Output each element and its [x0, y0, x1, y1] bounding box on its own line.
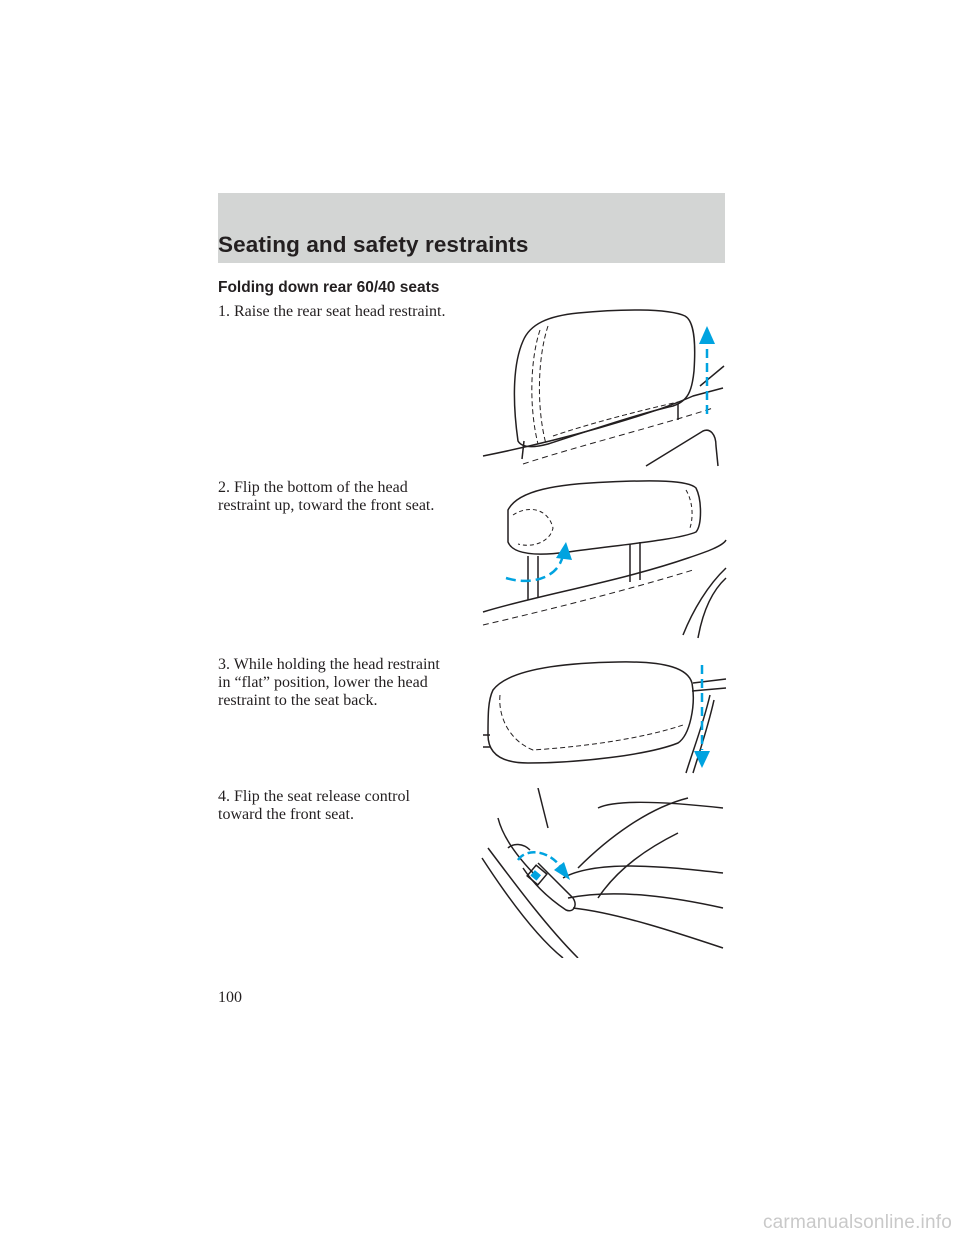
step-line: 2. Flip the bottom of the head [218, 479, 408, 496]
page-header-title: Seating and safety restraints [218, 232, 529, 257]
step-line: restraint to the seat back. [218, 692, 378, 709]
step-line: in “flat” position, lower the head [218, 674, 428, 691]
step-line: 4. Flip the seat release control [218, 788, 410, 805]
step-line: 3. While holding the head restraint [218, 656, 440, 673]
section-title: Folding down rear 60/40 seats [218, 279, 440, 296]
figure-seat-release-control [478, 788, 728, 958]
figure-flip-head-restraint [478, 470, 728, 640]
watermark: carmanualsonline.info [762, 1212, 952, 1233]
step-4-text [218, 788, 488, 824]
step-3-text [218, 656, 488, 710]
step-line: restraint up, toward the front seat. [218, 497, 435, 514]
step-2-text [218, 479, 488, 515]
figure-lower-head-restraint [478, 655, 728, 775]
step-line: toward the front seat. [218, 806, 354, 823]
page-number: 100 [218, 989, 242, 1006]
figure-raise-head-restraint [478, 296, 728, 471]
step-1-text [218, 303, 488, 321]
step-line: 1. Raise the rear seat head restraint. [218, 303, 446, 320]
